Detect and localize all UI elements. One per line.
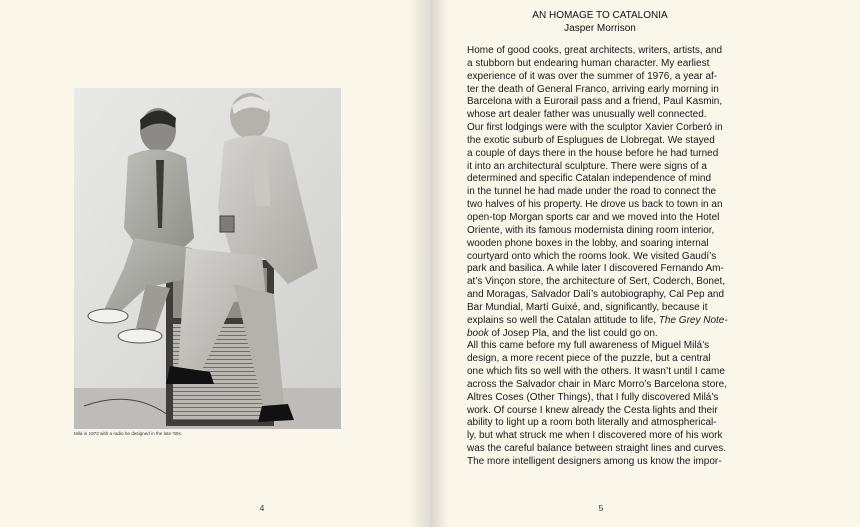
text-line: Barcelona with a Eurorail pass and a friend, Paul Kasmin, [467, 96, 723, 108]
text-line: ability to light up a room both literally and atmospherical- [467, 417, 717, 429]
text-line: whose art dealer father was unusually well connected. [467, 109, 707, 121]
text-line: park and basilica. A while later I discovered Fernando Am- [467, 263, 724, 275]
text-line: courtyard onto which the rooms look. We visited Gaudí’s [467, 250, 717, 262]
text-line: ter the death of General Franco, arriving early morning in [467, 83, 719, 95]
photograph-mila-with-radio [74, 88, 341, 429]
text-line: work. Of course I knew already the Cesta lights and their [467, 404, 718, 416]
page-number: 5 [598, 503, 604, 513]
text-line: determined and specific Catalan independence of mind [467, 173, 712, 185]
right-page [432, 0, 860, 527]
text-line: Our first lodgings were with the sculptor Xavier Corberó in [467, 122, 723, 134]
text-line: Oriente, with its famous modernista dining room interior, [467, 224, 715, 236]
text-line: was the careful balance between straight lines and curves. [467, 443, 727, 455]
text-line: it into an architectural sculpture. There were signs of a [467, 160, 707, 172]
text-line: at’s Vinçon store, the architecture of Sert, Coderch, Bonet, [467, 276, 726, 288]
text-line: book of Josep Pla, and the list could go on. [467, 327, 658, 339]
text-line: explains so well the Catalan attitude to life, The Grey Note- [467, 314, 728, 326]
text-line: experience of it was over the summer of 1976, a year af- [467, 70, 718, 82]
article-author: Jasper Morrison [564, 23, 636, 34]
gutter-shadow [408, 0, 430, 527]
text-line: design, a more recent piece of the puzzle, but a central [467, 353, 711, 365]
text-line: a couple of days there in the house before he had turned [467, 147, 719, 159]
text-line: Bar Mundial, Martí Guixé, and, significantly, because it [467, 301, 708, 313]
text-line: and Moragas, Salvador Dalí’s autobiography, Cal Pep and [467, 289, 725, 301]
text-line: the exotic suburb of Esplugues de Llobregat. We stayed [467, 134, 715, 146]
gutter-shadow [432, 0, 448, 527]
text-line: All this came before my full awareness of Miguel Milá’s [467, 340, 710, 352]
text-line: wooden phone boxes in the lobby, and soaring internal [467, 237, 709, 249]
text-line: across the Salvador chair in Marc Morro’s Barcelona store, [467, 378, 727, 390]
body-text [467, 45, 767, 469]
text-line: Home of good cooks, great architects, writers, artists, and [467, 45, 723, 56]
text-line: two halves of his property. He drove us back to town in an [467, 199, 723, 211]
text-line: a stubborn but endearing human character. My earliest [467, 57, 710, 69]
text-line: ly, but what struck me when I discovered more of his work [467, 430, 723, 442]
page-number: 4 [259, 503, 265, 513]
article-title: AN HOMAGE TO CATALONIA [532, 10, 668, 21]
text-line: one which fits so well with the others. It wasn’t until I came [467, 366, 725, 378]
text-line: Altres Coses (Other Things), that I fully discovered Milá’s [467, 391, 719, 403]
text-line: in the tunnel he had made under the road to connect the [467, 186, 717, 198]
text-line: open-top Morgan sports car and we moved into the Hotel [467, 211, 720, 223]
photo-caption: Milá in 1972 with a radio he designed in the late ’60s. [74, 431, 183, 436]
text-line: The more intelligent designers among us know the impor- [467, 456, 722, 467]
